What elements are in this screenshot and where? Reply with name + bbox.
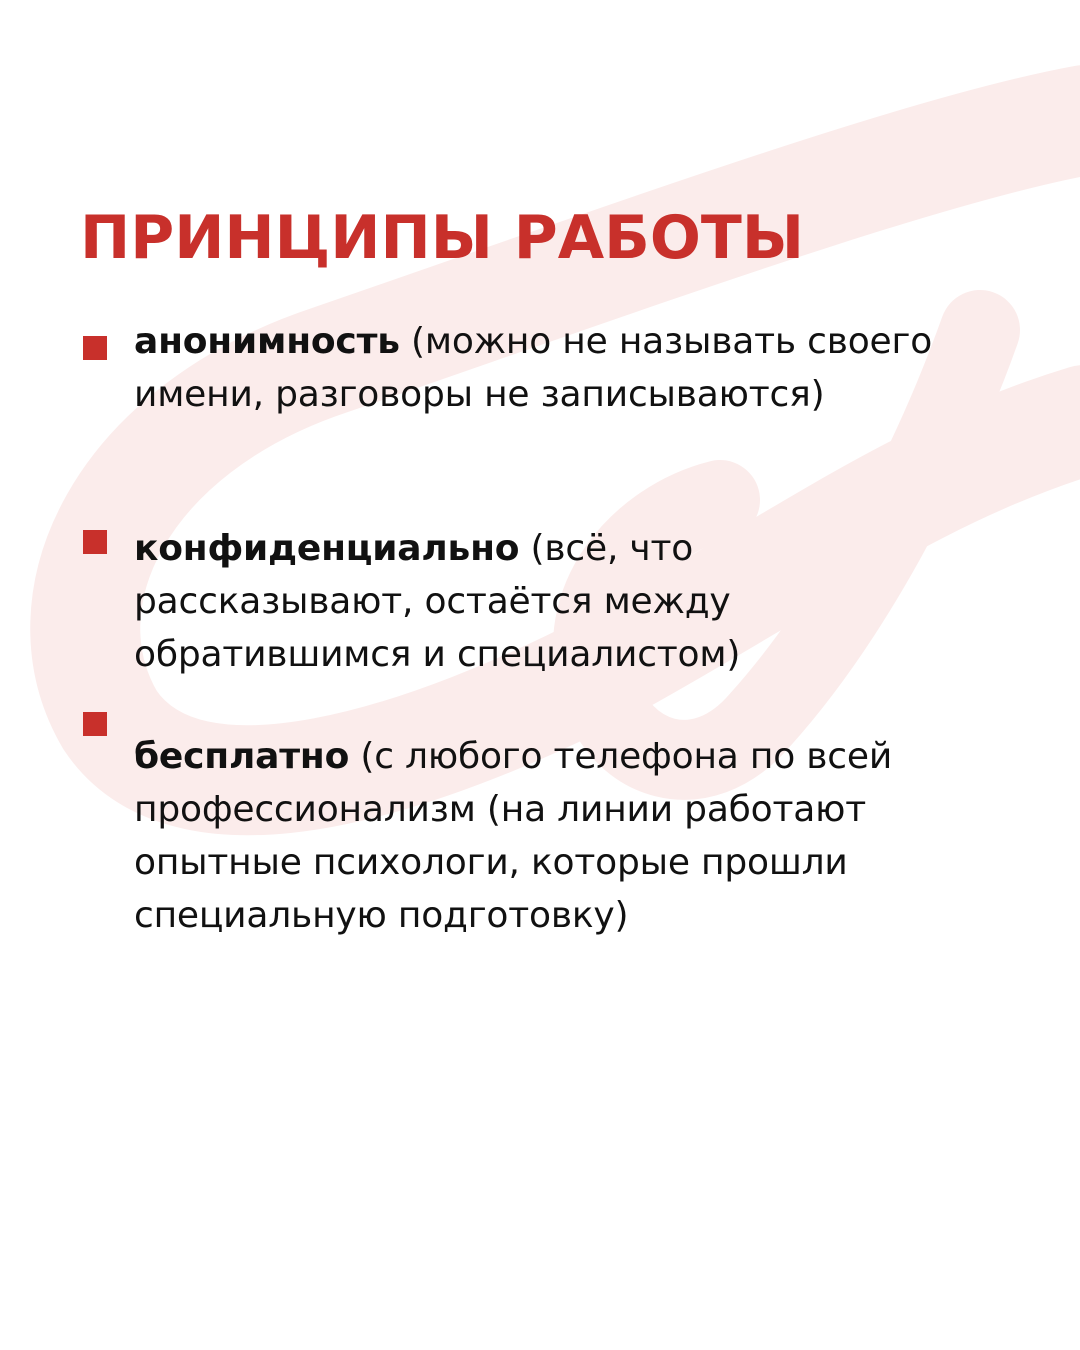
page-title: ПРИНЦИПЫ РАБОТЫ — [80, 203, 805, 273]
principle-text — [134, 522, 934, 681]
bullet-square-icon — [83, 530, 107, 554]
bullet-square-icon — [83, 712, 107, 736]
bullet-square-icon — [83, 336, 107, 360]
principle-term: бесплатно — [134, 736, 350, 777]
principle-text — [134, 730, 934, 942]
principle-text — [134, 315, 934, 421]
principle-term: конфиденциально — [134, 528, 520, 569]
principle-details: (можно не называть своего имени, разговоры не записываются) — [134, 321, 933, 415]
principle-details: (с любого телефона по всей профессионализм (на линии работают опытные психологи, которые прошли специальную подготовку) — [134, 736, 893, 936]
principle-details: (всё, что рассказывают, остаётся между обратившимся и специалистом) — [134, 528, 741, 675]
principle-term: анонимность — [134, 321, 400, 362]
